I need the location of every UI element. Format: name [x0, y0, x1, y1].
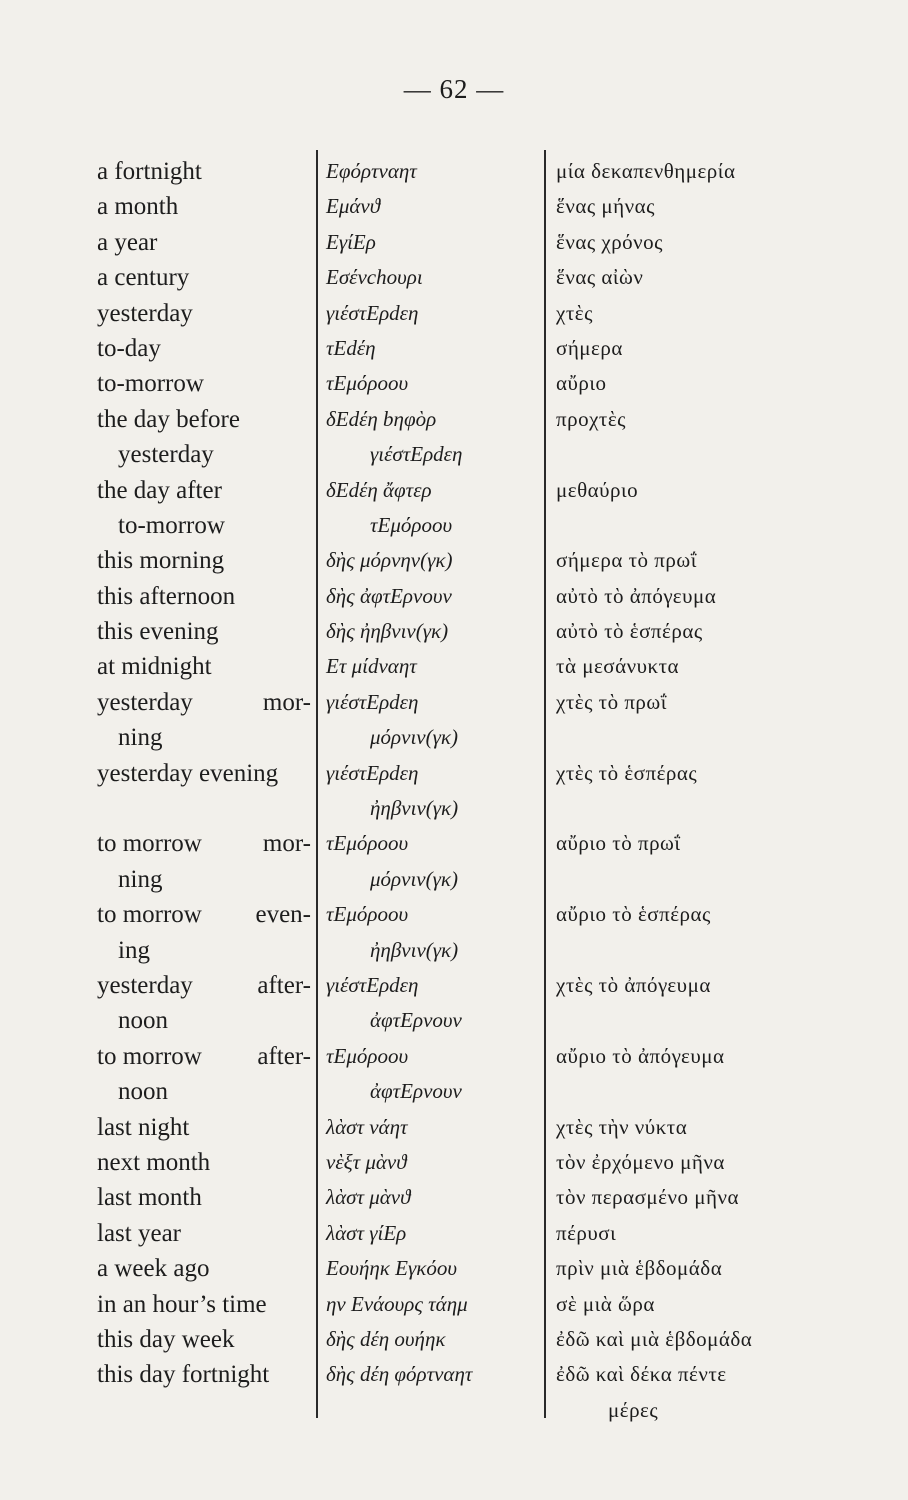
- greek-translation: πρὶν μιὰ ἑβδομάδα: [556, 1256, 723, 1281]
- table-row: [0, 685, 908, 720]
- table-row: [0, 473, 908, 508]
- pronunciation: νὲξτ μὰνϑ: [326, 1149, 407, 1174]
- greek-translation: τὰ μεσάνυκτα: [556, 654, 680, 679]
- greek-translation: τὸν περασμένο μῆνα: [556, 1185, 739, 1210]
- english-term: ning: [118, 724, 163, 752]
- english-term: at midnight: [97, 653, 212, 681]
- table-row: [0, 154, 908, 189]
- table-row: [0, 826, 908, 861]
- table-row: [0, 296, 908, 331]
- english-term: this day fortnight: [97, 1361, 270, 1389]
- greek-translation: μεθαύριο: [556, 477, 639, 502]
- english-term: ning: [118, 865, 163, 893]
- english-term-part: to morrow: [97, 1042, 202, 1070]
- table-row: [0, 402, 908, 437]
- table-row: [0, 260, 908, 295]
- table-row: [0, 366, 908, 401]
- greek-translation: πέρυσι: [556, 1220, 617, 1245]
- table-row: [0, 720, 908, 755]
- table-row: [0, 649, 908, 684]
- greek-translation: ἕνας χρόνος: [556, 229, 663, 254]
- greek-translation: σὲ μιὰ ὥρα: [556, 1291, 655, 1316]
- table-row: [0, 1357, 908, 1392]
- pronunciation: τΕμόροου: [370, 512, 453, 537]
- table-row: [0, 756, 908, 791]
- pronunciation: Εουήηκ Εγκόου: [326, 1256, 457, 1281]
- english-term-part: yesterday: [97, 971, 193, 999]
- pronunciation: τΕμόροου: [326, 1043, 409, 1068]
- pronunciation: τΕμόροου: [326, 371, 409, 396]
- table-row: [0, 543, 908, 578]
- english-term: a fortnight: [97, 158, 202, 185]
- pronunciation: γιέστΕρdεη: [326, 300, 419, 325]
- pronunciation: Εσένchουρι: [326, 265, 423, 290]
- english-term: this day week: [97, 1325, 235, 1353]
- pronunciation: τΕdέη: [326, 335, 376, 360]
- table-row: [0, 1322, 908, 1357]
- pronunciation: δΕdέη ἄφτερ: [326, 477, 432, 502]
- english-term-part: to morrow: [97, 901, 202, 929]
- table-row: [0, 1287, 908, 1322]
- greek-translation: σήμερα: [556, 335, 623, 360]
- greek-translation: ἕνας μήνας: [556, 194, 655, 219]
- pronunciation: Εφόρτναητ: [326, 159, 417, 183]
- pronunciation: τΕμόροου: [326, 902, 409, 927]
- table-row: [0, 1251, 908, 1286]
- table-row: [0, 1145, 908, 1180]
- table-row: [0, 225, 908, 260]
- english-term: in an hour’s time: [97, 1290, 267, 1318]
- english-term-part: to morrow: [97, 830, 202, 858]
- pronunciation: τΕμόροου: [326, 831, 409, 856]
- greek-translation: τὸν ἐρχόμενο μῆνα: [556, 1149, 725, 1174]
- english-term: last year: [97, 1219, 181, 1247]
- table-row: [0, 1216, 908, 1251]
- english-term-hyphenated-part: after-: [257, 971, 311, 999]
- greek-translation: αὔριο τὸ πρωΐ: [556, 831, 681, 856]
- pronunciation: δὴς μόρνην(γκ): [326, 548, 453, 573]
- table-row: [0, 508, 908, 543]
- english-term: last month: [97, 1184, 202, 1212]
- pronunciation: γιέστΕρdεη: [326, 972, 419, 997]
- pronunciation: μόρνιν(γκ): [370, 866, 458, 891]
- english-term: noon: [118, 1078, 168, 1106]
- table-row: [0, 1003, 908, 1038]
- english-term: this evening: [97, 618, 219, 646]
- greek-translation: αὐτὸ τὸ ἑσπέρας: [556, 619, 703, 644]
- pronunciation: γιέστΕρdεη: [326, 689, 419, 714]
- table-row: [0, 933, 908, 968]
- table-row: [0, 1110, 908, 1145]
- english-term: [97, 685, 311, 720]
- english-term: next month: [97, 1148, 211, 1176]
- english-term: yesterday evening: [97, 759, 279, 787]
- english-term: [97, 826, 311, 861]
- greek-translation: χτὲς τὸ πρωΐ: [556, 689, 667, 714]
- greek-translation: προχτὲς: [556, 406, 626, 431]
- english-term: this afternoon: [97, 582, 236, 610]
- english-term: to-morrow: [97, 370, 204, 398]
- english-term: [97, 968, 311, 1003]
- greek-translation: αὔριο τὸ ἑσπέρας: [556, 902, 711, 927]
- pronunciation: δὴς ἠηβνιν(γκ): [326, 619, 449, 644]
- greek-translation: αὔριο: [556, 371, 607, 396]
- greek-translation: ἐδῶ καὶ μιὰ ἑβδομάδα: [556, 1326, 753, 1351]
- pronunciation: γιέστΕρdεη: [370, 442, 463, 467]
- pronunciation: λὰστ μὰνϑ: [326, 1185, 411, 1210]
- table-row: [0, 862, 908, 897]
- english-term: noon: [118, 1007, 168, 1035]
- vocabulary-table: [0, 154, 908, 1428]
- pronunciation: δΕdέη bηφὸρ: [326, 406, 437, 431]
- table-row: [0, 1074, 908, 1109]
- pronunciation: Ετ μίdναητ: [326, 654, 417, 679]
- table-row: [0, 331, 908, 366]
- pronunciation: δὴς dέη ουήηκ: [326, 1326, 446, 1351]
- greek-translation: χτὲς τὸ ἀπόγευμα: [556, 972, 711, 997]
- english-term: [97, 1039, 311, 1074]
- english-term: [97, 897, 311, 932]
- greek-translation: σήμερα τὸ πρωΐ: [556, 548, 697, 573]
- table-row: [0, 579, 908, 614]
- greek-translation: χτὲς τὴν νύκτα: [556, 1114, 688, 1139]
- pronunciation: Εμάνϑ: [326, 194, 381, 219]
- english-term: a century: [97, 264, 190, 292]
- greek-translation: μία δεκαπενθημερία: [556, 159, 736, 183]
- english-term: a week ago: [97, 1255, 210, 1283]
- table-row: [0, 189, 908, 224]
- greek-translation: ἐδῶ καὶ δέκα πέντε: [556, 1362, 727, 1387]
- table-row: [0, 614, 908, 649]
- pronunciation: ην Ενάουρς τάημ: [326, 1291, 468, 1316]
- pronunciation: μόρνιν(γκ): [370, 725, 458, 750]
- english-term-hyphenated-part: mor-: [262, 830, 311, 858]
- english-term: yesterday: [97, 299, 193, 327]
- english-term-part: yesterday: [97, 688, 193, 716]
- english-term: a year: [97, 228, 158, 256]
- greek-translation: ἕνας αἰὼν: [556, 265, 644, 290]
- english-term: ing: [118, 936, 150, 964]
- greek-translation: χτὲς τὸ ἑσπέρας: [556, 760, 698, 785]
- pronunciation: λὰστ νάητ: [326, 1114, 408, 1139]
- pronunciation: δὴς dέη φόρτναητ: [326, 1362, 473, 1387]
- pronunciation: ἀφτΕρνουν: [370, 1008, 462, 1033]
- pronunciation: γιέστΕρdεη: [326, 760, 419, 785]
- table-row: [0, 791, 908, 826]
- pronunciation: λὰστ γίΕρ: [326, 1220, 407, 1245]
- greek-translation: μέρες: [608, 1397, 659, 1422]
- english-term: this morning: [97, 547, 225, 575]
- greek-translation: αὐτὸ τὸ ἀπόγευμα: [556, 583, 717, 608]
- greek-translation: χτὲς: [556, 300, 593, 325]
- english-term: a month: [97, 193, 179, 221]
- english-term: yesterday: [118, 441, 214, 469]
- pronunciation: ἠηβνιν(γκ): [370, 796, 459, 821]
- pronunciation: ἠηβνιν(γκ): [370, 937, 459, 962]
- pronunciation: ΕγίΕρ: [326, 229, 376, 254]
- english-term-hyphenated-part: even-: [255, 901, 311, 929]
- page-number: — 62 —: [403, 74, 505, 104]
- english-term: to-day: [97, 334, 161, 362]
- english-term: last night: [97, 1113, 190, 1141]
- table-row: [0, 1180, 908, 1215]
- greek-translation: αὔριο τὸ ἀπόγευμα: [556, 1043, 725, 1068]
- english-term: the day after: [97, 476, 222, 504]
- english-term: to-morrow: [118, 511, 225, 539]
- table-row: [0, 437, 908, 472]
- english-term: the day before: [97, 405, 240, 433]
- table-row: [0, 1393, 908, 1428]
- english-term-hyphenated-part: mor-: [262, 688, 311, 716]
- english-term-hyphenated-part: after-: [257, 1042, 311, 1070]
- pronunciation: ἀφτΕρνουν: [370, 1079, 462, 1104]
- table-row: [0, 968, 908, 1003]
- pronunciation: δὴς ἀφτΕρνουν: [326, 583, 452, 608]
- table-row: [0, 1039, 908, 1074]
- table-row: [0, 897, 908, 932]
